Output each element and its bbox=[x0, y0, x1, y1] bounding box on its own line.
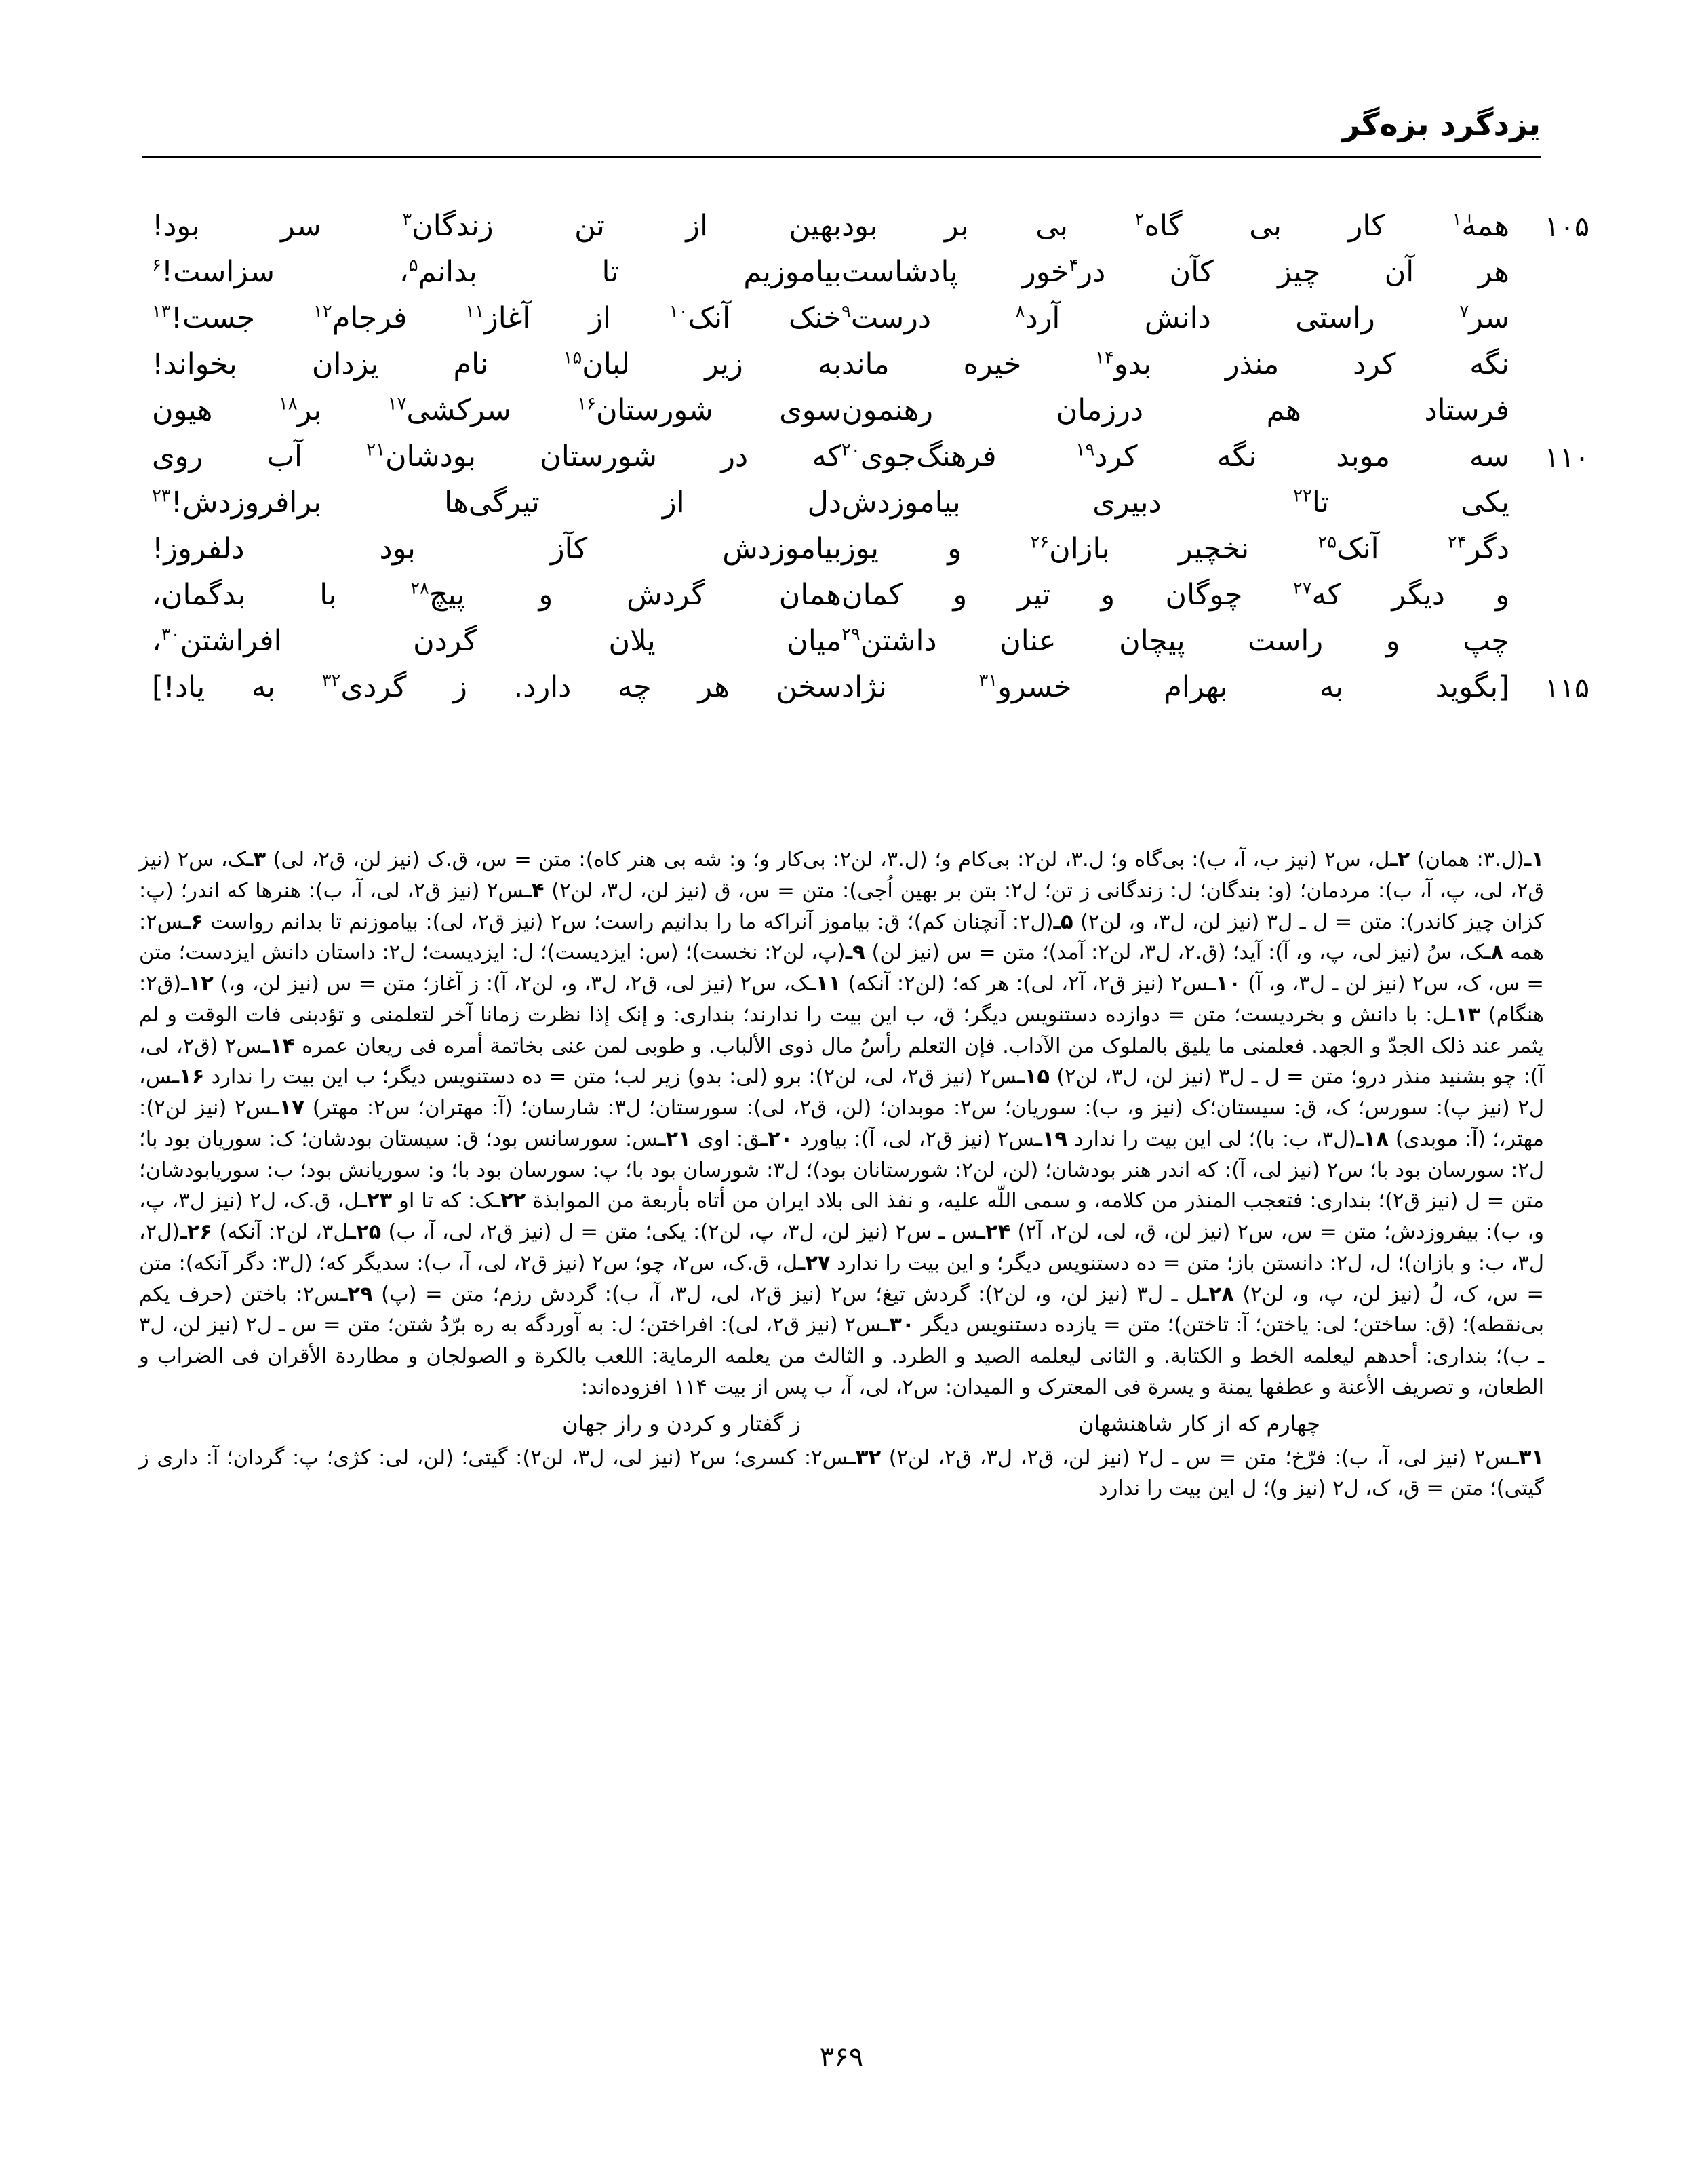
hemistich-text: دل از تیرگی‌ها برافروزدش!$^{۲۳}$ bbox=[152, 486, 842, 520]
hemistich-text: سه موبد نگه کرد$^{۱۹}$ فرهنگ‌جوی$^{۲۰}$ bbox=[842, 440, 1509, 474]
hemistich-text: بیاموزیم تا بدانم$^۵$، سزاست!$^۶$ bbox=[152, 255, 842, 290]
hemistich-text: چپ و راست پیچان عنان داشتن$^{۲۹}$ bbox=[842, 624, 1509, 659]
hemistich-text: فرستاد هم درزمان رهنمون bbox=[842, 393, 1509, 428]
verse-line bbox=[142, 480, 1541, 526]
hemistich-left bbox=[142, 580, 842, 610]
hemistich-right bbox=[842, 257, 1541, 288]
hemistich-right bbox=[842, 580, 1541, 610]
hemistich-text: [بگوید به بهرام خسرو$^{۳۱}$ نژاد bbox=[842, 670, 1509, 705]
hemistich-left bbox=[142, 442, 842, 472]
verse-line bbox=[142, 388, 1541, 434]
apparatus-notes: ۱ـ(ل.۳: همان) ۲ـل، س۲ (نیز ب، آ، ب): بی‌گاه و؛ ل.۳، لن۲: بی‌کام و؛ (ل.۳، لن۲: بی‌کار و؛ و: شه بی هنر کاه): متن = س، ق.ک (نیز لن، ق۲، لی) ۳ـک، س۲ (نیز ق۲، لی، پ، آ، ب): مردمان؛ (و: بندگان؛ ل: زندگانی ز تن؛ ل۲: بتن بر بهین اُجی): متن = س، ق (نیز لن، ل۳، لن۲) ۴ـس۲ (نیز ق۲، لی، آ، ب): هنرها که اندر؛ (پ: کزان چیز کاندر): متن = ل ـ ل۳ (نیز لن، ل۳، و، لن۲) ۵ـ(ل۲: آنچنان کم)؛ ق: بیاموز آنراکه ما را بدانیم راست؛ س۲ (نیز ق۲، لی): بیاموزنم تا بدانم رواست ۶ـس۲: همه ۸ـک، سُ (نیز لی، پ، و، آ): آید؛ (ق.۲، ل۳، لن۲: آمد)؛ متن = س (نیز لن) ۹ـ(پ، لن۲: نخست)؛ (س: ایزدیست)؛ ل: ایزدیست؛ ل۲: داستان دانش ایزدست؛ متن = س، ک، س۲ (نیز لن ـ ل۳، و، آ) ۱۰ـس۲ (نیز ق۲، آ۲، لی): هر که؛ (لن۲: آنکه) ۱۱ـک، س۲ (نیز لی، ق۲، ل۳، و، لن۲، آ): ز آغاز؛ متن = س (نیز لن، و،) ۱۲ـ(ق۲: هنگام) ۱۳ـل: با دانش و بخردیست؛ متن = دوازده دستنویس دیگر؛ ق، ب این بیت را ندارند؛ بنداری: و إنک إذا نظرت زمانا آخر لتعلمنی و تؤدبنی فات الوقت و لم یثمر عند ذلک الجدّ و الجهد. فعلمنی ما یلیق بالملوک من الآداب. فإن التعلم رأسُ مال ذوی الألباب. و طوبی لمن عنی بخاتمة أمره فی ریعان عمره ۱۴ـس۲ (ق۲، لی، آ): چو بشنید منذر درو؛ متن = ل ـ ل۳ (نیز لن، ل۳، لن۲) ۱۵ـس۲ (نیز ق۲، لی، لن۲): برو (لی: بدو) زیر لب؛ متن = ده دستنویس دیگر؛ ب این بیت را ندارد ۱۶ـس، ل۲ (نیز پ): سورس؛ ک، ق: سیستان؛ک (نیز و، ب): سوریان؛ س۲: موبدان؛ (لن، ق۲، لی): سورستان؛ ل۳: شارسان؛ (آ: مهتران؛ س۲: مهتر) ۱۷ـس۲ (نیز لن۲): مهتر،؛ (آ: موبدی) ۱۸ـ(ل۳، ب: با)؛ لی این بیت را ندارد ۱۹ـس۲ (نیز ق۲، لی، آ): بیاورد ۲۰ـق: اوی ۲۱ـس: سورسانس بود؛ ق: سیستان بودشان؛ ک: سوریان بود با؛ ل۲: سورسان بود با؛ س۲ (نیز لی، آ): که اندر هنر بودشان؛ (لن، لن۲: شورستانان بود)؛ ل۳: شورسان بود با؛ پ: سورسان بود با؛ و: سوریانش بود؛ ب: سوریابودشان؛ متن = ل (نیز ق۲)؛ بنداری: فتعجب المنذر من کلامه، و سمی اللّه علیه، و نفذ الی بلاد ایران من أتاه بأربعة من الموابذة ۲۲ـک: که تا او ۲۳ـل، ق.ک، ل۲ (نیز ل۳، پ، و، ب): بیفروزدش؛ متن = س، س۲ (نیز لن، ق، لی، لن۲، آ۲) ۲۴ـس ـ س۲ (نیز لن، ل۳، پ، لن۲): یکی؛ متن = ل (نیز ق۲، لی، آ، ب) ۲۵ـل۳، لن۲: آنکه) ۲۶ـ(ل۲، ل۳، ب: و بازان)؛ ل، ل۲: دانستن باز؛ متن = ده دستنویس دیگر؛ و این بیت را ندارد ۲۷ـل، ق.ک، س۲، چو؛ س۲ (نیز ق۲، لی، آ، ب): سدیگر که؛ (ل۳: دگر آنکه): متن = س، ک، لُ (نیز لن، پ، و، لن۲) ۲۸ـل ـ ل۳ (نیز لن، و، لن۲): گردش تیغ؛ س۲ (نیز ق۲، لی، ل۳، آ، ب): گردش رزم؛ متن = (پ) ۲۹ـس۲: باختن (حرف یکم بی‌نقطه)؛ (ق: ساختن؛ لی: یاختن؛ آ: تاختن)؛ متن = یازده دستنویس دیگر ۳۰ـس۲ (نیز ق۲، لی): افراختن؛ ل: به آوردگه به ره برّدُ شتن؛ متن = س ـ ل۲ (نیز لن، ل۳ ـ ب)؛ بنداری: أحدهم لیعلمه الخط و الکتابة. و الثانی لیعلمه الصید و الطرد. و الثالث من یعلمه الرمایة: اللعب بالکرة و الصولجان و مطاردة الأقران فی الضراب و الطعان، و تصریف الأعنة و عطفها یمنة و یسرة فی المعترک و المیدان: س۲، لی، آ، ب پس از بیت ۱۱۴ افزوده‌اند: bbox=[139, 848, 1545, 1399]
hemistich-left bbox=[142, 395, 842, 426]
hemistich-text: خنک آنک$^{۱۰}$ از آغاز$^{۱۱}$ فرجام$^{۱۲}$ جست!$^{۱۳}$ bbox=[152, 301, 842, 336]
hemistich-left bbox=[142, 257, 842, 288]
hemistich-right bbox=[842, 626, 1541, 657]
verse-line bbox=[142, 296, 1541, 342]
hemistich-text: سخن هر چه دارد. ز گردی$^{۳۲}$ به یاد!] bbox=[152, 670, 842, 705]
interpolated-hemistich-right: چهارم که از کار شاهنشهان bbox=[1077, 1410, 1320, 1437]
hemistich-left bbox=[142, 672, 842, 703]
hemistich-text: که در شورستان بودشان$^{۲۱}$ آب روی bbox=[152, 440, 842, 474]
hemistich-right bbox=[842, 440, 1589, 474]
hemistich-right bbox=[842, 303, 1541, 334]
header-rule bbox=[142, 156, 1541, 158]
hemistich-text: همه‌ٰ$^۱$ کار بی گاه$^۲$ بی بر بود bbox=[842, 209, 1509, 243]
verse-line bbox=[142, 434, 1589, 480]
interpolated-hemistich-left: ز گفتار و کردن و راز جهان bbox=[562, 1410, 801, 1437]
hemistich-text: نگه کرد منذر بدو$^{۱۴}$ خیره ماند bbox=[842, 347, 1509, 382]
hemistich-text: میان یلان گردن افراشتن$^{۳۰}$، bbox=[152, 624, 842, 659]
hemistich-text: سر$^۷$ راستی دانش آرد$^۸$ درست$^۹$ bbox=[842, 301, 1509, 336]
verse-line bbox=[142, 572, 1541, 619]
hemistich-right bbox=[842, 349, 1541, 380]
hemistich-right bbox=[842, 209, 1589, 243]
verse-line bbox=[142, 250, 1541, 296]
verse-line bbox=[142, 203, 1589, 250]
running-head bbox=[142, 106, 1541, 163]
verse-number: ۱۰۵ bbox=[1544, 210, 1589, 243]
hemistich-left bbox=[142, 488, 842, 518]
hemistich-right bbox=[842, 395, 1541, 426]
hemistich-text: به زیر لبان$^{۱۵}$ نام یزدان بخواند! bbox=[152, 347, 842, 382]
hemistich-text: یکی تا$^{۲۲}$ دبیری بیاموزدش bbox=[842, 486, 1509, 520]
hemistich-left bbox=[142, 626, 842, 657]
verse-line bbox=[142, 342, 1541, 388]
hemistich-text: بیاموزدش کآز بود دلفروز! bbox=[152, 532, 842, 566]
hemistich-text: بهین از تن زندگان$^۳$ سر بود! bbox=[152, 209, 842, 243]
hemistich-text: و دیگر که$^{۲۷}$ چوگان و تیر و کمان bbox=[842, 578, 1510, 612]
verse-block bbox=[142, 203, 1589, 711]
hemistich-right bbox=[842, 534, 1541, 564]
verse-line bbox=[142, 526, 1541, 572]
verse-line bbox=[142, 665, 1589, 711]
interpolated-couplet bbox=[139, 1407, 1544, 1440]
verse-number: ۱۱۵ bbox=[1544, 671, 1589, 705]
apparatus-notes-tail: ۳۱ـس۲ (نیز لی، آ، ب): فرّخ؛ متن = س ـ ل۲ (نیز لن، ق۲، ل۳، ق۲، لن۲) ۳۲ـس۲: کسری؛ س۲ (نیز لی، ل۳، لن۲): گیتی؛ (لن، لی: کژی؛ پ: گردان؛ آ: داری ز گیتی)؛ متن = ق، ک، ل۲ (نیز و)؛ ل این بیت را ندارد bbox=[139, 1445, 1544, 1501]
hemistich-text: هر آن چیز کآن در$^۴$خور پادشاست bbox=[842, 255, 1509, 290]
folio-number: ۳۶۹ bbox=[819, 2042, 864, 2073]
critical-apparatus bbox=[139, 844, 1544, 1504]
hemistich-right bbox=[842, 670, 1589, 705]
hemistich-right bbox=[842, 488, 1541, 518]
hemistich-left bbox=[142, 534, 842, 564]
hemistich-left bbox=[142, 211, 842, 241]
running-head-title: یزدگرد بزه‌گر bbox=[1342, 106, 1541, 142]
verse-line bbox=[142, 619, 1541, 665]
hemistich-text: دگر$^{۲۴}$ آنک$^{۲۵}$ نخچیر بازان$^{۲۶}$ و یوز bbox=[842, 532, 1509, 566]
hemistich-text: همان گردش و پیچ$^{۲۸}$ با بدگمان، bbox=[152, 578, 842, 612]
hemistich-left bbox=[142, 349, 842, 380]
verse-number: ۱۱۰ bbox=[1544, 441, 1589, 474]
hemistich-text: سوی شورستان$^{۱۶}$ سرکشی$^{۱۷}$ بر$^{۱۸}$ هیون bbox=[152, 393, 842, 428]
hemistich-left bbox=[142, 303, 842, 334]
